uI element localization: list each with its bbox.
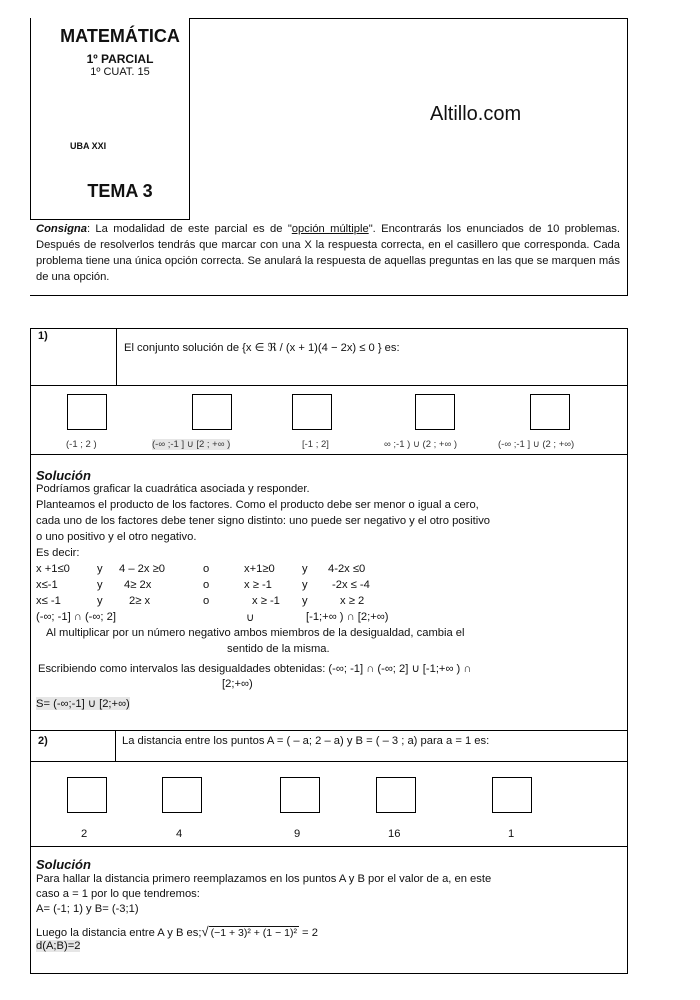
q1-case-row-2-f: y <box>302 579 308 591</box>
q1-writing-line-1: Escribiendo como intervalos las desigualdades obtenidas: (-∞; -1] ∩ (-∞; 2] ∪ [-1;+∞ ) ∩ <box>38 663 472 675</box>
q1-case-row-2-b: y <box>97 579 103 591</box>
q2-sqrt-expression: (−1 + 3)² + (1 − 1)² <box>210 927 297 939</box>
q1-statement: El conjunto solución de {x ∈ ℜ / (x + 1)(4 − 2x) ≤ 0 } es: <box>124 342 400 354</box>
q1-case-row-1-b: y <box>97 563 103 575</box>
q1-option-1-checkbox[interactable] <box>67 394 107 430</box>
q1-solution-line-3: cada uno de los factores debe tener signo distinto: uno puede ser negativo y el otro positivo <box>36 515 491 527</box>
q2-option-3-checkbox[interactable] <box>280 777 320 813</box>
q2-options-row <box>30 761 628 847</box>
q2-distance-suffix: = 2 <box>298 927 318 939</box>
q1-case-row-1-e: x+1≥0 <box>244 563 275 575</box>
q2-solution-line-3: A= (-1; 1) y B= (-3;1) <box>36 903 139 915</box>
q2-option-4-checkbox[interactable] <box>376 777 416 813</box>
q2-option-1-label: 2 <box>81 828 88 840</box>
q1-note-line-1: Al multiplicar por un número negativo ambos miembros de la desigualdad, cambia el <box>46 627 465 639</box>
q1-case-row-3-c: 2≥ x <box>129 595 151 607</box>
q1-case-row-2-a: x≤-1 <box>36 579 58 591</box>
q1-number: 1) <box>38 330 48 342</box>
q1-case-row-2-e: x ≥ -1 <box>244 579 272 591</box>
q2-option-2-label: 4 <box>176 828 183 840</box>
q1-union-symbol: ∪ <box>246 612 255 624</box>
q1-solution-line-2: Planteamos el producto de los factores. Como el producto debe ser menor o igual a cero, <box>36 499 479 511</box>
q1-case-row-2-c: 4≥ 2x <box>124 579 152 591</box>
q1-solution-line-5: Es decir: <box>36 547 80 559</box>
q2-option-5-checkbox[interactable] <box>492 777 532 813</box>
q1-result: S= (-∞;-1] ∪ [2;+∞) <box>36 698 130 710</box>
q1-case-row-3-f: y <box>302 595 308 607</box>
program-name: UBA XXI <box>70 141 107 151</box>
exam-period: 1º CUAT. 15 <box>90 66 150 78</box>
q1-solution-box <box>30 455 628 731</box>
q2-option-5-label: 1 <box>508 828 515 840</box>
q1-case-row-1-f: y <box>302 563 308 575</box>
exam-title: 1º PARCIAL <box>86 52 154 66</box>
q1-option-4-checkbox[interactable] <box>415 394 455 430</box>
q1-option-3-checkbox[interactable] <box>292 394 332 430</box>
consigna-text-1: : La modalidad de este parcial es de " <box>86 223 292 235</box>
q1-case-row-2-d: o <box>203 579 210 591</box>
q1-case-row-1-c: 4 – 2x ≥0 <box>119 563 165 575</box>
q2-statement: La distancia entre los puntos A = ( – a; 2 – a) y B = ( – 3 ; a) para a = 1 es: <box>122 735 490 747</box>
q1-case-row-1-g: 4-2x ≤0 <box>328 563 366 575</box>
site-name: Altillo.com <box>430 103 522 125</box>
q2-option-3-label: 9 <box>294 828 301 840</box>
q2-solution-line-2: caso a = 1 por lo que tendremos: <box>36 888 200 900</box>
q1-option-2-label: (-∞ ;-1 ] ∪ [2 ; +∞ ) <box>152 439 231 450</box>
q1-interval-right: [-1;+∞ ) ∩ [2;+∞) <box>306 611 389 623</box>
q2-option-1-checkbox[interactable] <box>67 777 107 813</box>
consigna-text <box>36 221 620 285</box>
q1-case-row-3-a: x≤ -1 <box>36 595 61 607</box>
q1-option-4-label: ∞ ;-1 ) ∪ (2 ; +∞ ) <box>384 439 458 450</box>
q1-case-row-3-e: x ≥ -1 <box>252 595 280 607</box>
q2-solution-title: Solución <box>36 857 91 872</box>
q1-option-3-label: [-1 ; 2] <box>302 439 329 450</box>
q1-option-5-checkbox[interactable] <box>530 394 570 430</box>
q1-option-2-checkbox[interactable] <box>192 394 232 430</box>
q1-solution-line-4: o uno positivo y el otro negativo. <box>36 531 197 543</box>
q2-result: d(A;B)=2 <box>36 940 81 952</box>
q1-case-row-1-d: o <box>203 563 210 575</box>
q1-note-line-2: sentido de la misma. <box>227 643 330 655</box>
q1-solution-line-1: Podríamos graficar la cuadrática asociada y responder. <box>36 483 310 495</box>
q1-case-row-3-g: x ≥ 2 <box>340 595 365 607</box>
consigna-text-2: ". Encontrarás los enunciados de 10 problemas. Después de resolverlos tendrás que marcar con una X la respuesta correcta, en el casillero que corresponda. Cada problema tiene una única opción correcta. Se anulará la respuesta de aquellas preguntas en las que se marquen más de una opción. <box>36 223 620 283</box>
q2-number: 2) <box>38 735 48 747</box>
header-right-panel <box>190 18 628 220</box>
consigna-underlined: opción múltiple <box>291 223 369 235</box>
q1-case-row-2-g: -2x ≤ -4 <box>332 579 370 591</box>
q2-distance-prefix: Luego la distancia entre A y B es; <box>36 927 202 939</box>
q1-option-1-label: (-1 ; 2 ) <box>66 439 97 450</box>
sqrt-icon: √ <box>201 924 209 939</box>
q2-solution-line-4 <box>36 924 318 939</box>
consigna-label: Consigna <box>36 223 87 235</box>
subject-title: MATEMÁTICA <box>60 26 180 46</box>
q1-case-row-3-b: y <box>97 595 103 607</box>
q1-statement-row <box>30 328 628 386</box>
q2-solution-line-1: Para hallar la distancia primero reemplazamos en los puntos A y B por el valor de a, en este <box>36 873 492 885</box>
q1-interval-left: (-∞; -1] ∩ (-∞; 2] <box>36 611 116 623</box>
q2-option-2-checkbox[interactable] <box>162 777 202 813</box>
q2-option-4-label: 16 <box>388 828 401 840</box>
tema-title: TEMA 3 <box>87 181 153 201</box>
q1-solution-title: Solución <box>36 468 91 483</box>
q1-case-row-3-d: o <box>203 595 210 607</box>
q1-option-5-label: (-∞ ;-1 ] ∪ (2 ; +∞) <box>498 439 575 450</box>
q1-writing-line-2: [2;+∞) <box>222 678 253 690</box>
q1-case-row-1-a: x +1≤0 <box>36 563 70 575</box>
